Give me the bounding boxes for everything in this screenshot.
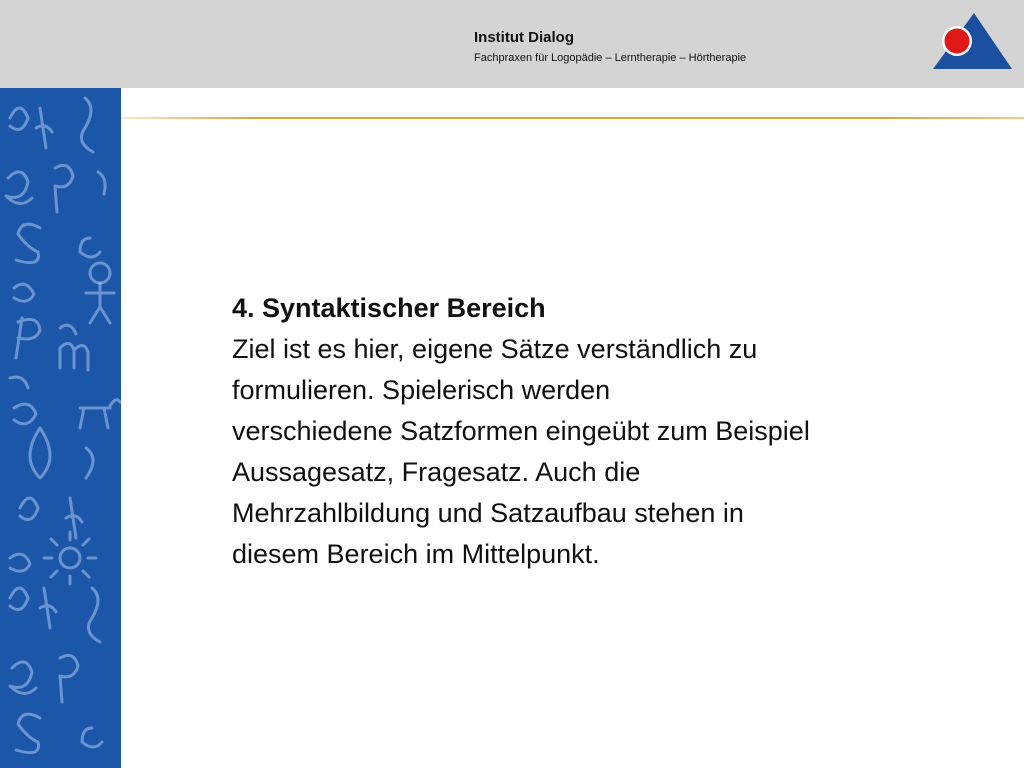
triangle-dot-logo-icon <box>930 10 1014 72</box>
header-divider-line <box>121 117 1024 119</box>
body-line: diesem Bereich im Mittelpunkt. <box>232 539 600 569</box>
chalk-letters-icon <box>0 88 121 768</box>
body-line: verschiedene Satzformen eingeübt zum Beispiel <box>232 416 810 446</box>
body-line: formulieren. Spielerisch werden <box>232 375 611 405</box>
body-line: Ziel ist es hier, eigene Sätze verständlich zu <box>232 334 758 364</box>
slide-body <box>232 288 932 575</box>
slide-heading: 4. Syntaktischer Bereich <box>232 293 546 323</box>
decorative-sidebar <box>0 88 121 768</box>
org-subtitle: Fachpraxen für Logopädie – Lerntherapie – Hörtherapie <box>474 52 747 64</box>
body-line: Aussagesatz, Fragesatz. Auch die <box>232 457 641 487</box>
body-line: Mehrzahlbildung und Satzaufbau stehen in <box>232 498 744 528</box>
header-bar <box>0 0 1024 88</box>
org-name: Institut Dialog <box>474 29 574 46</box>
